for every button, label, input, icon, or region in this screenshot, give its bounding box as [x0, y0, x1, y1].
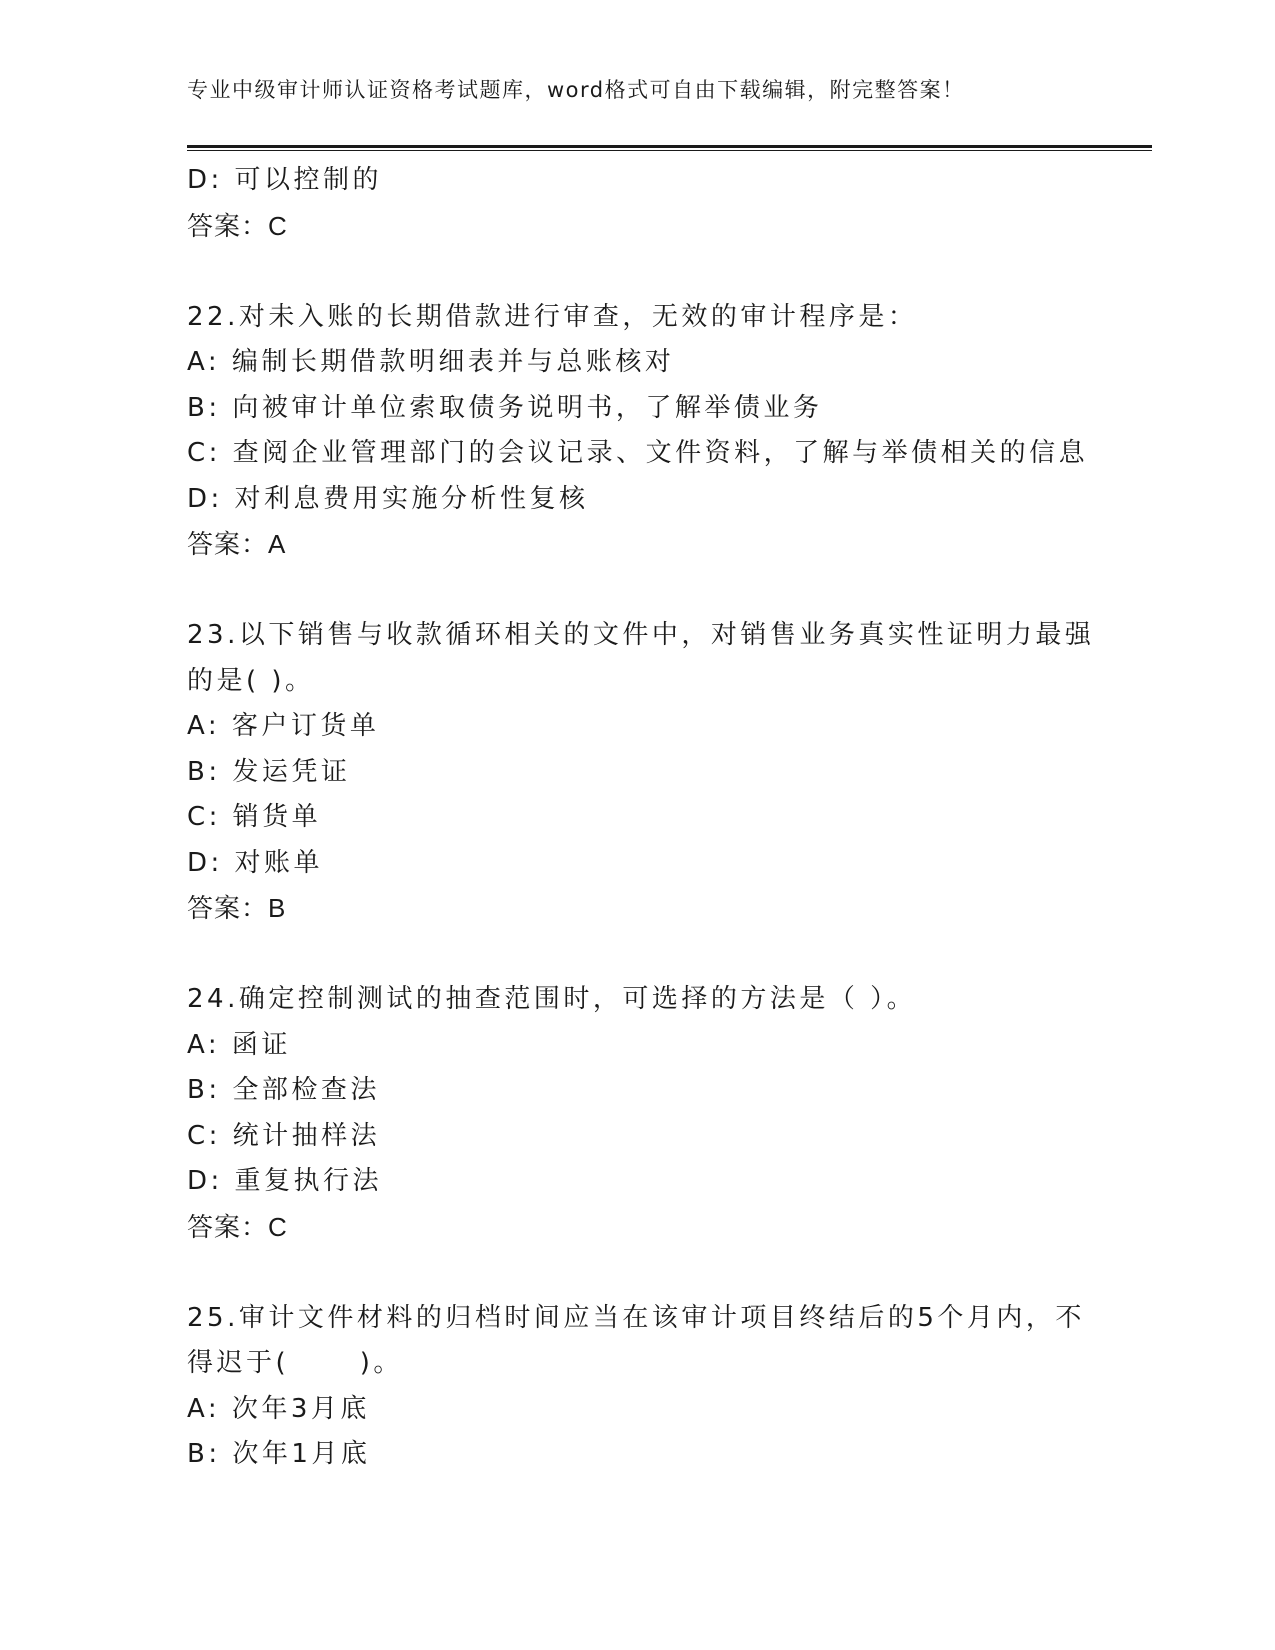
q24-option-a: A: 函证: [187, 1029, 291, 1060]
q23-answer: 答案：B: [187, 893, 287, 923]
q22-option-b: B: 向被审计单位索取债务说明书，了解举债业务: [187, 392, 823, 423]
q25-option-b: B: 次年1月底: [187, 1439, 371, 1469]
q24-stem: 24.确定控制测试的抽查范围时，可选择的方法是（ ）。: [187, 984, 917, 1014]
document-header: 专业中级审计师认证资格考试题库，word格式可自由下载编辑，附完整答案！: [187, 78, 965, 102]
q21-answer: 答案：C: [187, 210, 288, 241]
q25-stem-line1: 25.审计文件材料的归档时间应当在该审计项目终结后的5个月内，不: [187, 1302, 1085, 1333]
q23-option-d: D: 对账单: [187, 847, 324, 878]
q24-option-b: B: 全部检查法: [187, 1075, 380, 1105]
q24-option-d: D: 重复执行法: [187, 1166, 383, 1196]
q25-stem-line2: 得迟于( )。: [187, 1348, 403, 1378]
q23-option-c: C: 销货单: [187, 802, 322, 832]
q25-option-a: A: 次年3月底: [187, 1393, 370, 1424]
q21-option-d: D: 可以控制的: [187, 165, 383, 195]
q24-option-c: C: 统计抽样法: [187, 1120, 381, 1151]
q22-option-a: A: 编制长期借款明细表并与总账核对: [187, 347, 675, 377]
header-rule-thick: [187, 145, 1152, 148]
q23-stem-line2: 的是( )。: [187, 665, 315, 696]
q22-option-c: C: 查阅企业管理部门的会议记录、文件资料，了解与举债相关的信息: [187, 438, 1089, 468]
q24-answer: 答案：C: [187, 1211, 288, 1242]
q23-stem-line1: 23.以下销售与收款循环相关的文件中，对销售业务真实性证明力最强: [187, 620, 1095, 650]
spacer: [187, 568, 1087, 614]
question-list: [187, 158, 1095, 1478]
spacer: [187, 249, 1087, 295]
q22-answer: 答案：A: [187, 529, 287, 559]
spacer: [187, 1250, 1087, 1296]
q22-option-d: D: 对利息费用实施分析性复核: [187, 483, 589, 514]
header-rule-thin: [187, 150, 1152, 151]
q22-stem: 22.对未入账的长期借款进行审查，无效的审计程序是：: [187, 301, 918, 332]
q23-option-a: A: 客户订货单: [187, 711, 380, 741]
q23-option-b: B: 发运凭证: [187, 756, 351, 787]
spacer: [187, 932, 1087, 978]
